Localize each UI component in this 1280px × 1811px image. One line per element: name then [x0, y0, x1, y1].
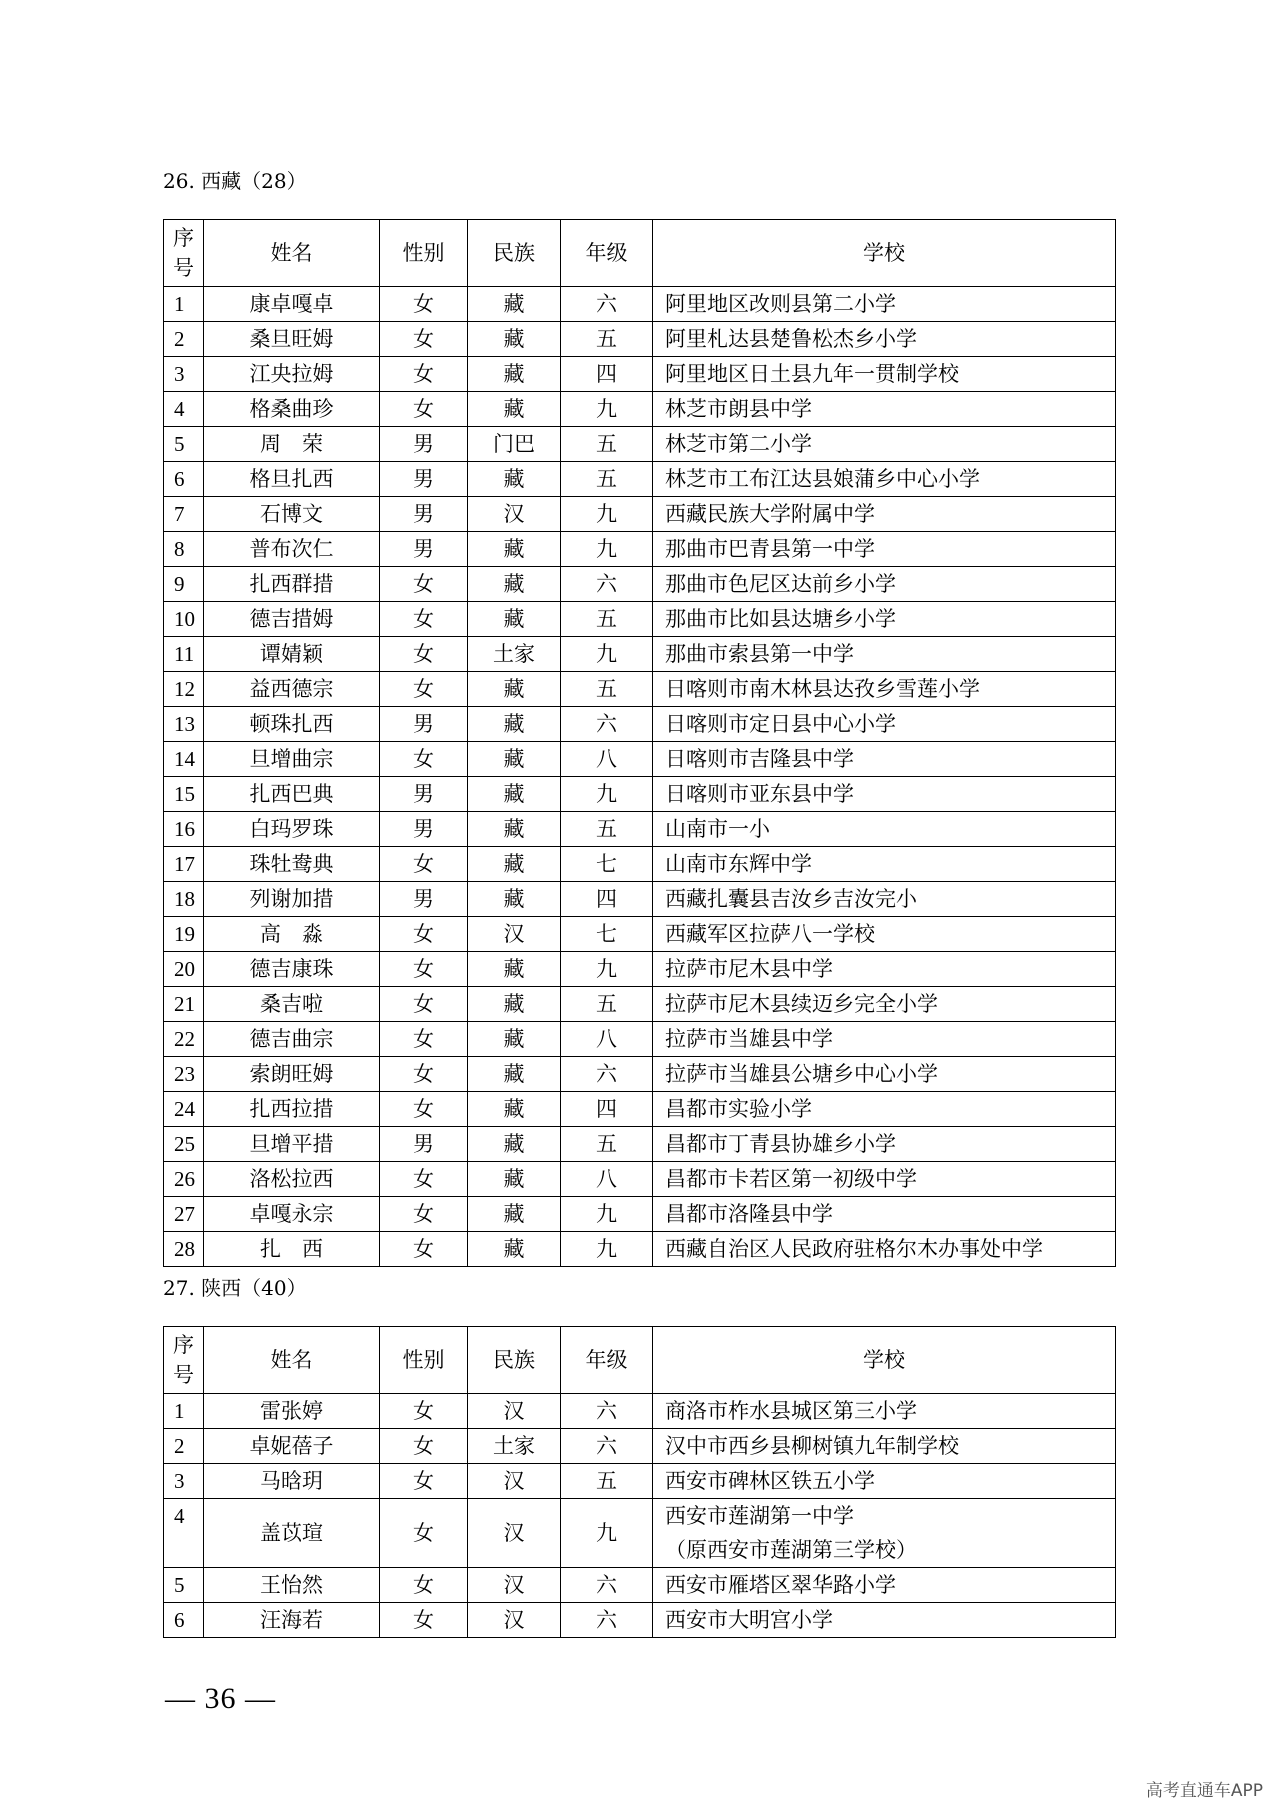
cell-ethnicity: 汉: [468, 1394, 561, 1429]
cell-name: 顿珠扎西: [204, 707, 380, 742]
cell-no: 4: [164, 1499, 204, 1568]
cell-no: 3: [164, 1464, 204, 1499]
cell-no: 1: [164, 287, 204, 322]
cell-name: 格旦扎西: [204, 462, 380, 497]
cell-no: 27: [164, 1197, 204, 1232]
cell-gender: 女: [380, 357, 468, 392]
table-row: [164, 952, 1116, 987]
cell-school: 拉萨市当雄县中学: [653, 1022, 1116, 1057]
table-row: [164, 707, 1116, 742]
cell-ethnicity: 藏: [468, 1092, 561, 1127]
cell-grade: 五: [561, 462, 653, 497]
cell-school: 林芝市朗县中学: [653, 392, 1116, 427]
cell-name: 扎 西: [204, 1232, 380, 1267]
cell-school: 汉中市西乡县柳树镇九年制学校: [653, 1429, 1116, 1464]
cell-name: 康卓嘎卓: [204, 287, 380, 322]
cell-grade: 五: [561, 987, 653, 1022]
cell-school: 商洛市柞水县城区第三小学: [653, 1394, 1116, 1429]
cell-gender: 男: [380, 812, 468, 847]
cell-school: 阿里地区改则县第二小学: [653, 287, 1116, 322]
cell-ethnicity: 藏: [468, 567, 561, 602]
cell-grade: 七: [561, 917, 653, 952]
header-gender: 性别: [380, 1327, 468, 1394]
cell-no: 21: [164, 987, 204, 1022]
cell-ethnicity: 藏: [468, 987, 561, 1022]
cell-ethnicity: 藏: [468, 532, 561, 567]
cell-grade: 五: [561, 672, 653, 707]
cell-school: 西藏扎囊县吉汝乡吉汝完小: [653, 882, 1116, 917]
cell-ethnicity: 藏: [468, 1232, 561, 1267]
cell-ethnicity: 汉: [468, 497, 561, 532]
table-row: [164, 847, 1116, 882]
cell-school: 西安市大明宫小学: [653, 1603, 1116, 1638]
roster-table-xizang: [163, 219, 1116, 1267]
header-school: 学校: [653, 220, 1116, 287]
header-no: 序 号: [164, 1327, 204, 1394]
header-gender: 性别: [380, 220, 468, 287]
table-header-row: [164, 1327, 1116, 1394]
cell-grade: 五: [561, 1127, 653, 1162]
cell-school: 山南市一小: [653, 812, 1116, 847]
cell-gender: 女: [380, 1162, 468, 1197]
cell-school: 昌都市实验小学: [653, 1092, 1116, 1127]
cell-no: 6: [164, 1603, 204, 1638]
cell-ethnicity: 藏: [468, 742, 561, 777]
cell-no: 1: [164, 1394, 204, 1429]
cell-grade: 六: [561, 1429, 653, 1464]
cell-grade: 六: [561, 1394, 653, 1429]
table-row: [164, 1057, 1116, 1092]
cell-grade: 四: [561, 882, 653, 917]
cell-ethnicity: 藏: [468, 287, 561, 322]
cell-ethnicity: 藏: [468, 462, 561, 497]
cell-grade: 九: [561, 1197, 653, 1232]
table-row: [164, 917, 1116, 952]
table-row: [164, 462, 1116, 497]
cell-no: 24: [164, 1092, 204, 1127]
cell-name: 谭婧颖: [204, 637, 380, 672]
cell-no: 8: [164, 532, 204, 567]
cell-grade: 八: [561, 1162, 653, 1197]
cell-ethnicity: 藏: [468, 1127, 561, 1162]
cell-no: 4: [164, 392, 204, 427]
table-row: [164, 392, 1116, 427]
watermark: 高考直通车APP: [1145, 1781, 1263, 1801]
cell-grade: 八: [561, 742, 653, 777]
cell-gender: 女: [380, 1057, 468, 1092]
cell-name: 卓妮蓓子: [204, 1429, 380, 1464]
cell-gender: 女: [380, 637, 468, 672]
cell-no: 10: [164, 602, 204, 637]
cell-grade: 九: [561, 532, 653, 567]
cell-grade: 九: [561, 637, 653, 672]
header-grade: 年级: [561, 220, 653, 287]
cell-school: 拉萨市尼木县续迈乡完全小学: [653, 987, 1116, 1022]
cell-no: 25: [164, 1127, 204, 1162]
table-row: [164, 567, 1116, 602]
table-row: [164, 1499, 1116, 1568]
table-row: [164, 427, 1116, 462]
table-row: [164, 1162, 1116, 1197]
cell-ethnicity: 藏: [468, 1057, 561, 1092]
table-row: [164, 1603, 1116, 1638]
cell-grade: 五: [561, 322, 653, 357]
table-row: [164, 1429, 1116, 1464]
cell-school: 那曲市色尼区达前乡小学: [653, 567, 1116, 602]
cell-school: 林芝市工布江达县娘蒲乡中心小学: [653, 462, 1116, 497]
cell-name: 周 荣: [204, 427, 380, 462]
cell-name: 珠牡鸯典: [204, 847, 380, 882]
cell-school: 西藏自治区人民政府驻格尔木办事处中学: [653, 1232, 1116, 1267]
cell-name: 雷张婷: [204, 1394, 380, 1429]
table-row: [164, 637, 1116, 672]
cell-gender: 男: [380, 1127, 468, 1162]
cell-gender: 女: [380, 1499, 468, 1568]
cell-name: 扎西拉措: [204, 1092, 380, 1127]
table-header-row: [164, 220, 1116, 287]
cell-name: 汪海若: [204, 1603, 380, 1638]
cell-gender: 男: [380, 462, 468, 497]
table-row: [164, 987, 1116, 1022]
cell-school: 昌都市丁青县协雄乡小学: [653, 1127, 1116, 1162]
table-row: [164, 1464, 1116, 1499]
cell-gender: 女: [380, 322, 468, 357]
cell-gender: 女: [380, 1394, 468, 1429]
cell-ethnicity: 藏: [468, 602, 561, 637]
cell-gender: 女: [380, 1429, 468, 1464]
cell-ethnicity: 藏: [468, 847, 561, 882]
table-row: [164, 882, 1116, 917]
cell-name: 扎西群措: [204, 567, 380, 602]
cell-grade: 九: [561, 952, 653, 987]
cell-gender: 男: [380, 497, 468, 532]
cell-grade: 四: [561, 357, 653, 392]
cell-grade: 九: [561, 777, 653, 812]
header-grade: 年级: [561, 1327, 653, 1394]
cell-grade: 九: [561, 392, 653, 427]
cell-ethnicity: 藏: [468, 392, 561, 427]
cell-no: 5: [164, 1568, 204, 1603]
cell-school: 阿里地区日土县九年一贯制学校: [653, 357, 1116, 392]
cell-ethnicity: 汉: [468, 1499, 561, 1568]
cell-gender: 男: [380, 532, 468, 567]
header-no: 序 号: [164, 220, 204, 287]
roster-table-shaanxi: [163, 1326, 1116, 1638]
table-row: [164, 1022, 1116, 1057]
cell-ethnicity: 藏: [468, 357, 561, 392]
header-name: 姓名: [204, 220, 380, 287]
cell-school: 日喀则市亚东县中学: [653, 777, 1116, 812]
cell-gender: 女: [380, 917, 468, 952]
cell-ethnicity: 汉: [468, 1603, 561, 1638]
cell-name: 桑旦旺姆: [204, 322, 380, 357]
cell-no: 17: [164, 847, 204, 882]
cell-no: 12: [164, 672, 204, 707]
cell-gender: 女: [380, 1232, 468, 1267]
cell-ethnicity: 汉: [468, 917, 561, 952]
cell-ethnicity: 藏: [468, 672, 561, 707]
cell-name: 江央拉姆: [204, 357, 380, 392]
page-number: — 36 —: [165, 1682, 276, 1715]
cell-no: 18: [164, 882, 204, 917]
cell-grade: 六: [561, 1568, 653, 1603]
cell-gender: 女: [380, 1092, 468, 1127]
table-row: [164, 322, 1116, 357]
cell-school: 西安市雁塔区翠华路小学: [653, 1568, 1116, 1603]
cell-name: 高 淼: [204, 917, 380, 952]
table-row: [164, 1127, 1116, 1162]
cell-ethnicity: 汉: [468, 1568, 561, 1603]
cell-ethnicity: 藏: [468, 322, 561, 357]
cell-name: 德吉康珠: [204, 952, 380, 987]
cell-grade: 六: [561, 287, 653, 322]
cell-grade: 六: [561, 1057, 653, 1092]
table-row: [164, 532, 1116, 567]
table-row: [164, 497, 1116, 532]
header-name: 姓名: [204, 1327, 380, 1394]
cell-ethnicity: 藏: [468, 707, 561, 742]
cell-gender: 女: [380, 602, 468, 637]
cell-no: 2: [164, 1429, 204, 1464]
cell-no: 2: [164, 322, 204, 357]
cell-name: 格桑曲珍: [204, 392, 380, 427]
cell-grade: 九: [561, 1232, 653, 1267]
cell-gender: 女: [380, 1568, 468, 1603]
table-row: [164, 1092, 1116, 1127]
cell-no: 13: [164, 707, 204, 742]
cell-ethnicity: 门巴: [468, 427, 561, 462]
cell-school: 那曲市索县第一中学: [653, 637, 1116, 672]
section-title-shaanxi: 27. 陕西（40）: [163, 1276, 307, 1300]
cell-grade: 七: [561, 847, 653, 882]
cell-no: 28: [164, 1232, 204, 1267]
cell-no: 22: [164, 1022, 204, 1057]
cell-school: 昌都市卡若区第一初级中学: [653, 1162, 1116, 1197]
cell-gender: 女: [380, 1197, 468, 1232]
cell-name: 益西德宗: [204, 672, 380, 707]
cell-no: 14: [164, 742, 204, 777]
cell-ethnicity: 汉: [468, 1464, 561, 1499]
section-title-xizang: 26. 西藏（28）: [163, 169, 307, 193]
cell-name: 白玛罗珠: [204, 812, 380, 847]
cell-no: 11: [164, 637, 204, 672]
cell-no: 3: [164, 357, 204, 392]
table-row: [164, 602, 1116, 637]
cell-ethnicity: 藏: [468, 812, 561, 847]
cell-gender: 女: [380, 742, 468, 777]
cell-gender: 女: [380, 847, 468, 882]
table-row: [164, 742, 1116, 777]
cell-name: 桑吉啦: [204, 987, 380, 1022]
cell-grade: 六: [561, 707, 653, 742]
cell-grade: 五: [561, 602, 653, 637]
cell-ethnicity: 土家: [468, 637, 561, 672]
cell-grade: 五: [561, 427, 653, 462]
table-row: [164, 1197, 1116, 1232]
cell-ethnicity: 藏: [468, 882, 561, 917]
cell-gender: 女: [380, 392, 468, 427]
cell-grade: 八: [561, 1022, 653, 1057]
cell-name: 卓嘎永宗: [204, 1197, 380, 1232]
cell-grade: 四: [561, 1092, 653, 1127]
cell-grade: 五: [561, 1464, 653, 1499]
cell-name: 王怡然: [204, 1568, 380, 1603]
cell-school: 日喀则市南木林县达孜乡雪莲小学: [653, 672, 1116, 707]
cell-school: 拉萨市尼木县中学: [653, 952, 1116, 987]
header-ethnicity: 民族: [468, 1327, 561, 1394]
cell-no: 26: [164, 1162, 204, 1197]
table-row: [164, 672, 1116, 707]
cell-school: 阿里札达县楚鲁松杰乡小学: [653, 322, 1116, 357]
cell-no: 7: [164, 497, 204, 532]
cell-school: 那曲市巴青县第一中学: [653, 532, 1116, 567]
cell-ethnicity: 藏: [468, 777, 561, 812]
cell-school: 西藏军区拉萨八一学校: [653, 917, 1116, 952]
cell-school: 那曲市比如县达塘乡小学: [653, 602, 1116, 637]
cell-gender: 女: [380, 952, 468, 987]
cell-ethnicity: 藏: [468, 1197, 561, 1232]
cell-no: 5: [164, 427, 204, 462]
cell-grade: 五: [561, 812, 653, 847]
cell-grade: 九: [561, 1499, 653, 1568]
cell-gender: 女: [380, 287, 468, 322]
cell-grade: 九: [561, 497, 653, 532]
cell-name: 德吉措姆: [204, 602, 380, 637]
cell-no: 16: [164, 812, 204, 847]
cell-school: 日喀则市吉隆县中学: [653, 742, 1116, 777]
cell-school: 西安市碑林区铁五小学: [653, 1464, 1116, 1499]
cell-name: 旦增平措: [204, 1127, 380, 1162]
cell-ethnicity: 藏: [468, 1022, 561, 1057]
cell-no: 15: [164, 777, 204, 812]
cell-no: 19: [164, 917, 204, 952]
cell-school: 西藏民族大学附属中学: [653, 497, 1116, 532]
cell-gender: 女: [380, 987, 468, 1022]
table-row: [164, 287, 1116, 322]
cell-gender: 男: [380, 882, 468, 917]
cell-name: 石博文: [204, 497, 380, 532]
cell-school: 拉萨市当雄县公塘乡中心小学: [653, 1057, 1116, 1092]
cell-school: 西安市莲湖第一中学 （原西安市莲湖第三学校）: [653, 1499, 1116, 1568]
cell-no: 9: [164, 567, 204, 602]
cell-gender: 女: [380, 1603, 468, 1638]
cell-name: 旦增曲宗: [204, 742, 380, 777]
header-school: 学校: [653, 1327, 1116, 1394]
table-row: [164, 812, 1116, 847]
table-row: [164, 1394, 1116, 1429]
cell-gender: 女: [380, 1022, 468, 1057]
cell-no: 20: [164, 952, 204, 987]
cell-gender: 女: [380, 567, 468, 602]
cell-name: 扎西巴典: [204, 777, 380, 812]
cell-name: 洛松拉西: [204, 1162, 380, 1197]
cell-name: 列谢加措: [204, 882, 380, 917]
table-row: [164, 1568, 1116, 1603]
cell-no: 23: [164, 1057, 204, 1092]
cell-name: 盖苡瑄: [204, 1499, 380, 1568]
cell-school: 日喀则市定日县中心小学: [653, 707, 1116, 742]
cell-school: 昌都市洛隆县中学: [653, 1197, 1116, 1232]
cell-school: 山南市东辉中学: [653, 847, 1116, 882]
cell-school: 林芝市第二小学: [653, 427, 1116, 462]
cell-ethnicity: 藏: [468, 952, 561, 987]
cell-gender: 女: [380, 1464, 468, 1499]
table-row: [164, 777, 1116, 812]
cell-gender: 男: [380, 777, 468, 812]
cell-name: 马晗玥: [204, 1464, 380, 1499]
cell-ethnicity: 土家: [468, 1429, 561, 1464]
cell-grade: 六: [561, 1603, 653, 1638]
table-row: [164, 1232, 1116, 1267]
cell-gender: 男: [380, 707, 468, 742]
cell-name: 普布次仁: [204, 532, 380, 567]
cell-gender: 男: [380, 427, 468, 462]
cell-no: 6: [164, 462, 204, 497]
table-row: [164, 357, 1116, 392]
cell-name: 德吉曲宗: [204, 1022, 380, 1057]
cell-grade: 六: [561, 567, 653, 602]
cell-ethnicity: 藏: [468, 1162, 561, 1197]
cell-gender: 女: [380, 672, 468, 707]
cell-name: 索朗旺姆: [204, 1057, 380, 1092]
header-ethnicity: 民族: [468, 220, 561, 287]
